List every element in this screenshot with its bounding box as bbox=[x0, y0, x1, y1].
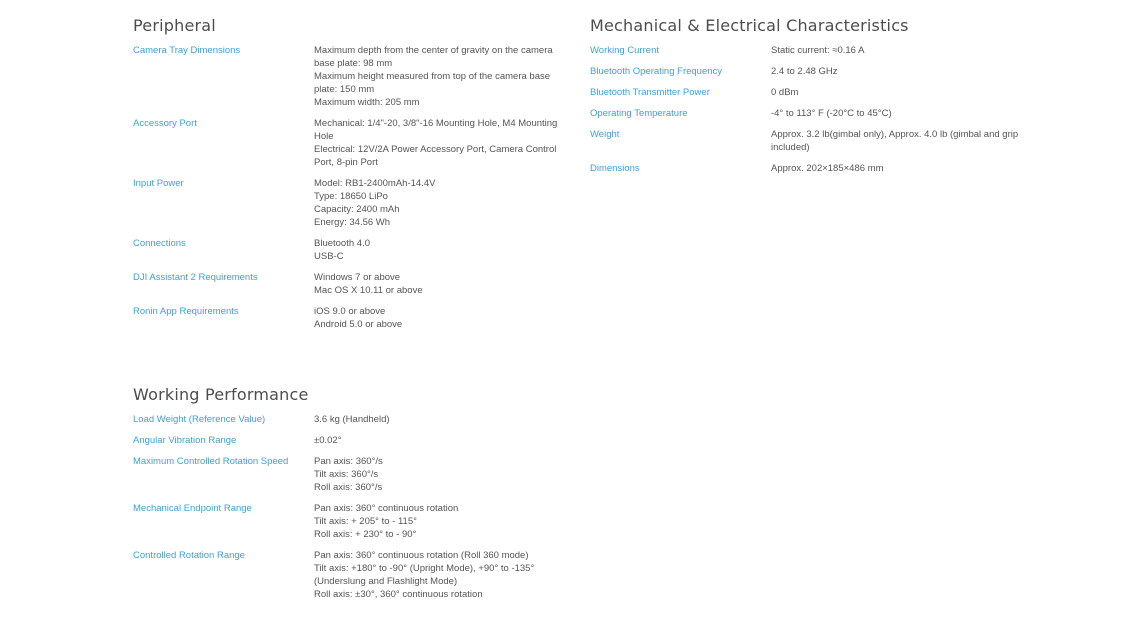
spec-value-line: Type: 18650 LiPo bbox=[314, 191, 388, 202]
spec-label: Angular Vibration Range bbox=[133, 435, 237, 446]
spec-row bbox=[133, 413, 563, 426]
spec-row bbox=[590, 162, 1030, 175]
spec-value-line: Android 5.0 or above bbox=[314, 319, 403, 330]
spec-value bbox=[314, 44, 563, 109]
spec-value-line: Model: RB1-2400mAh-14.4V bbox=[314, 178, 436, 189]
spec-row bbox=[133, 305, 563, 331]
spec-value-line: plate: 150 mm bbox=[314, 84, 375, 95]
spec-value-line: Static current: ≈0.16 A bbox=[771, 45, 865, 56]
spec-value-line: ±0.02° bbox=[314, 435, 342, 446]
spec-value bbox=[771, 86, 1026, 99]
spec-value-line: Roll axis: + 230° to - 90° bbox=[314, 529, 417, 540]
working-spec-list bbox=[133, 413, 563, 601]
spec-row bbox=[133, 117, 563, 169]
spec-label: Operating Temperature bbox=[590, 108, 688, 119]
spec-value-line: included) bbox=[771, 142, 810, 153]
spec-label: Working Current bbox=[590, 45, 659, 56]
spec-value-line: Roll axis: ±30°, 360° continuous rotation bbox=[314, 589, 483, 600]
mechanical-electrical-section bbox=[590, 15, 1030, 183]
spec-value-line: base plate: 98 mm bbox=[314, 58, 393, 69]
spec-value bbox=[771, 65, 1026, 78]
spec-row bbox=[133, 177, 563, 229]
spec-value-line: USB-C bbox=[314, 251, 344, 262]
spec-value-line: 0 dBm bbox=[771, 87, 799, 98]
spec-value-line: Mechanical: 1/4"-20, 3/8"-16 Mounting Hole, M4 Mounting bbox=[314, 118, 558, 129]
spec-value-line: Port, 8-pin Port bbox=[314, 157, 378, 168]
spec-value bbox=[771, 107, 1026, 120]
spec-row bbox=[133, 271, 563, 297]
spec-value-line: Bluetooth 4.0 bbox=[314, 238, 370, 249]
peripheral-section bbox=[133, 15, 563, 339]
spec-value-line: Mac OS X 10.11 or above bbox=[314, 285, 423, 296]
spec-value-line: Pan axis: 360° continuous rotation (Roll 360 mode) bbox=[314, 550, 529, 561]
spec-value bbox=[314, 502, 563, 541]
spec-value bbox=[314, 237, 563, 263]
peripheral-spec-list bbox=[133, 44, 563, 331]
spec-row bbox=[133, 455, 563, 494]
spec-row bbox=[133, 502, 563, 541]
spec-label: Bluetooth Transmitter Power bbox=[590, 87, 710, 98]
mechanical-electrical-title: Mechanical & Electrical Characteristics bbox=[590, 16, 909, 35]
spec-value-line: Approx. 202×185×486 mm bbox=[771, 163, 884, 174]
spec-value-line: Roll axis: 360°/s bbox=[314, 482, 383, 493]
spec-value-line: Windows 7 or above bbox=[314, 272, 401, 283]
peripheral-title: Peripheral bbox=[133, 16, 216, 35]
spec-row bbox=[133, 237, 563, 263]
spec-value bbox=[771, 44, 1026, 57]
spec-value-line: Approx. 3.2 lb(gimbal only), Approx. 4.0 lb (gimbal and grip bbox=[771, 129, 1019, 140]
spec-value bbox=[314, 177, 563, 229]
spec-value bbox=[314, 413, 563, 426]
spec-value-line: Hole bbox=[314, 131, 334, 142]
spec-value bbox=[314, 117, 563, 169]
spec-value-line: Energy: 34.56 Wh bbox=[314, 217, 391, 228]
spec-value bbox=[314, 455, 563, 494]
spec-value bbox=[314, 271, 563, 297]
spec-row bbox=[133, 44, 563, 109]
spec-label: Weight bbox=[590, 129, 620, 140]
spec-value-line: Maximum depth from the center of gravity on the camera bbox=[314, 45, 553, 56]
spec-value bbox=[771, 128, 1026, 154]
spec-value-line: Tilt axis: 360°/s bbox=[314, 469, 379, 480]
spec-label: Load Weight (Reference Value) bbox=[133, 414, 266, 425]
spec-label: Connections bbox=[133, 238, 186, 249]
spec-value-line: Pan axis: 360°/s bbox=[314, 456, 383, 467]
spec-row bbox=[590, 128, 1030, 154]
spec-label: Accessory Port bbox=[133, 118, 197, 129]
spec-value bbox=[314, 305, 563, 331]
spec-row bbox=[590, 86, 1030, 99]
spec-value-line: Pan axis: 360° continuous rotation bbox=[314, 503, 459, 514]
spec-label: Ronin App Requirements bbox=[133, 306, 239, 317]
spec-value-line: Maximum height measured from top of the camera base bbox=[314, 71, 551, 82]
working-performance-section bbox=[133, 384, 563, 609]
spec-row bbox=[590, 65, 1030, 78]
spec-value-line: Maximum width: 205 mm bbox=[314, 97, 420, 108]
spec-value bbox=[314, 434, 563, 447]
spec-label: Camera Tray Dimensions bbox=[133, 45, 241, 56]
spec-value-line: 3.6 kg (Handheld) bbox=[314, 414, 390, 425]
mechanical-spec-list bbox=[590, 44, 1030, 175]
spec-row bbox=[133, 549, 563, 601]
spec-value-line: Tilt axis: +180° to -90° (Upright Mode), +90° to -135° bbox=[314, 563, 535, 574]
spec-value-line: 2.4 to 2.48 GHz bbox=[771, 66, 838, 77]
spec-label: DJI Assistant 2 Requirements bbox=[133, 272, 258, 283]
spec-label: Controlled Rotation Range bbox=[133, 550, 245, 561]
spec-value-line: Electrical: 12V/2A Power Accessory Port, Camera Control bbox=[314, 144, 557, 155]
spec-row bbox=[590, 44, 1030, 57]
spec-value-line: Tilt axis: + 205° to - 115° bbox=[314, 516, 417, 527]
spec-label: Dimensions bbox=[590, 163, 640, 174]
spec-row bbox=[590, 107, 1030, 120]
spec-label: Input Power bbox=[133, 178, 184, 189]
spec-label: Maximum Controlled Rotation Speed bbox=[133, 456, 289, 467]
spec-value bbox=[771, 162, 1026, 175]
spec-label: Mechanical Endpoint Range bbox=[133, 503, 252, 514]
working-performance-title: Working Performance bbox=[133, 385, 309, 404]
spec-row bbox=[133, 434, 563, 447]
spec-value-line: -4° to 113° F (-20°C to 45°C) bbox=[771, 108, 892, 119]
spec-value-line: iOS 9.0 or above bbox=[314, 306, 386, 317]
spec-value-line: (Underslung and Flashlight Mode) bbox=[314, 576, 458, 587]
spec-label: Bluetooth Operating Frequency bbox=[590, 66, 723, 77]
spec-value bbox=[314, 549, 563, 601]
spec-value-line: Capacity: 2400 mAh bbox=[314, 204, 400, 215]
